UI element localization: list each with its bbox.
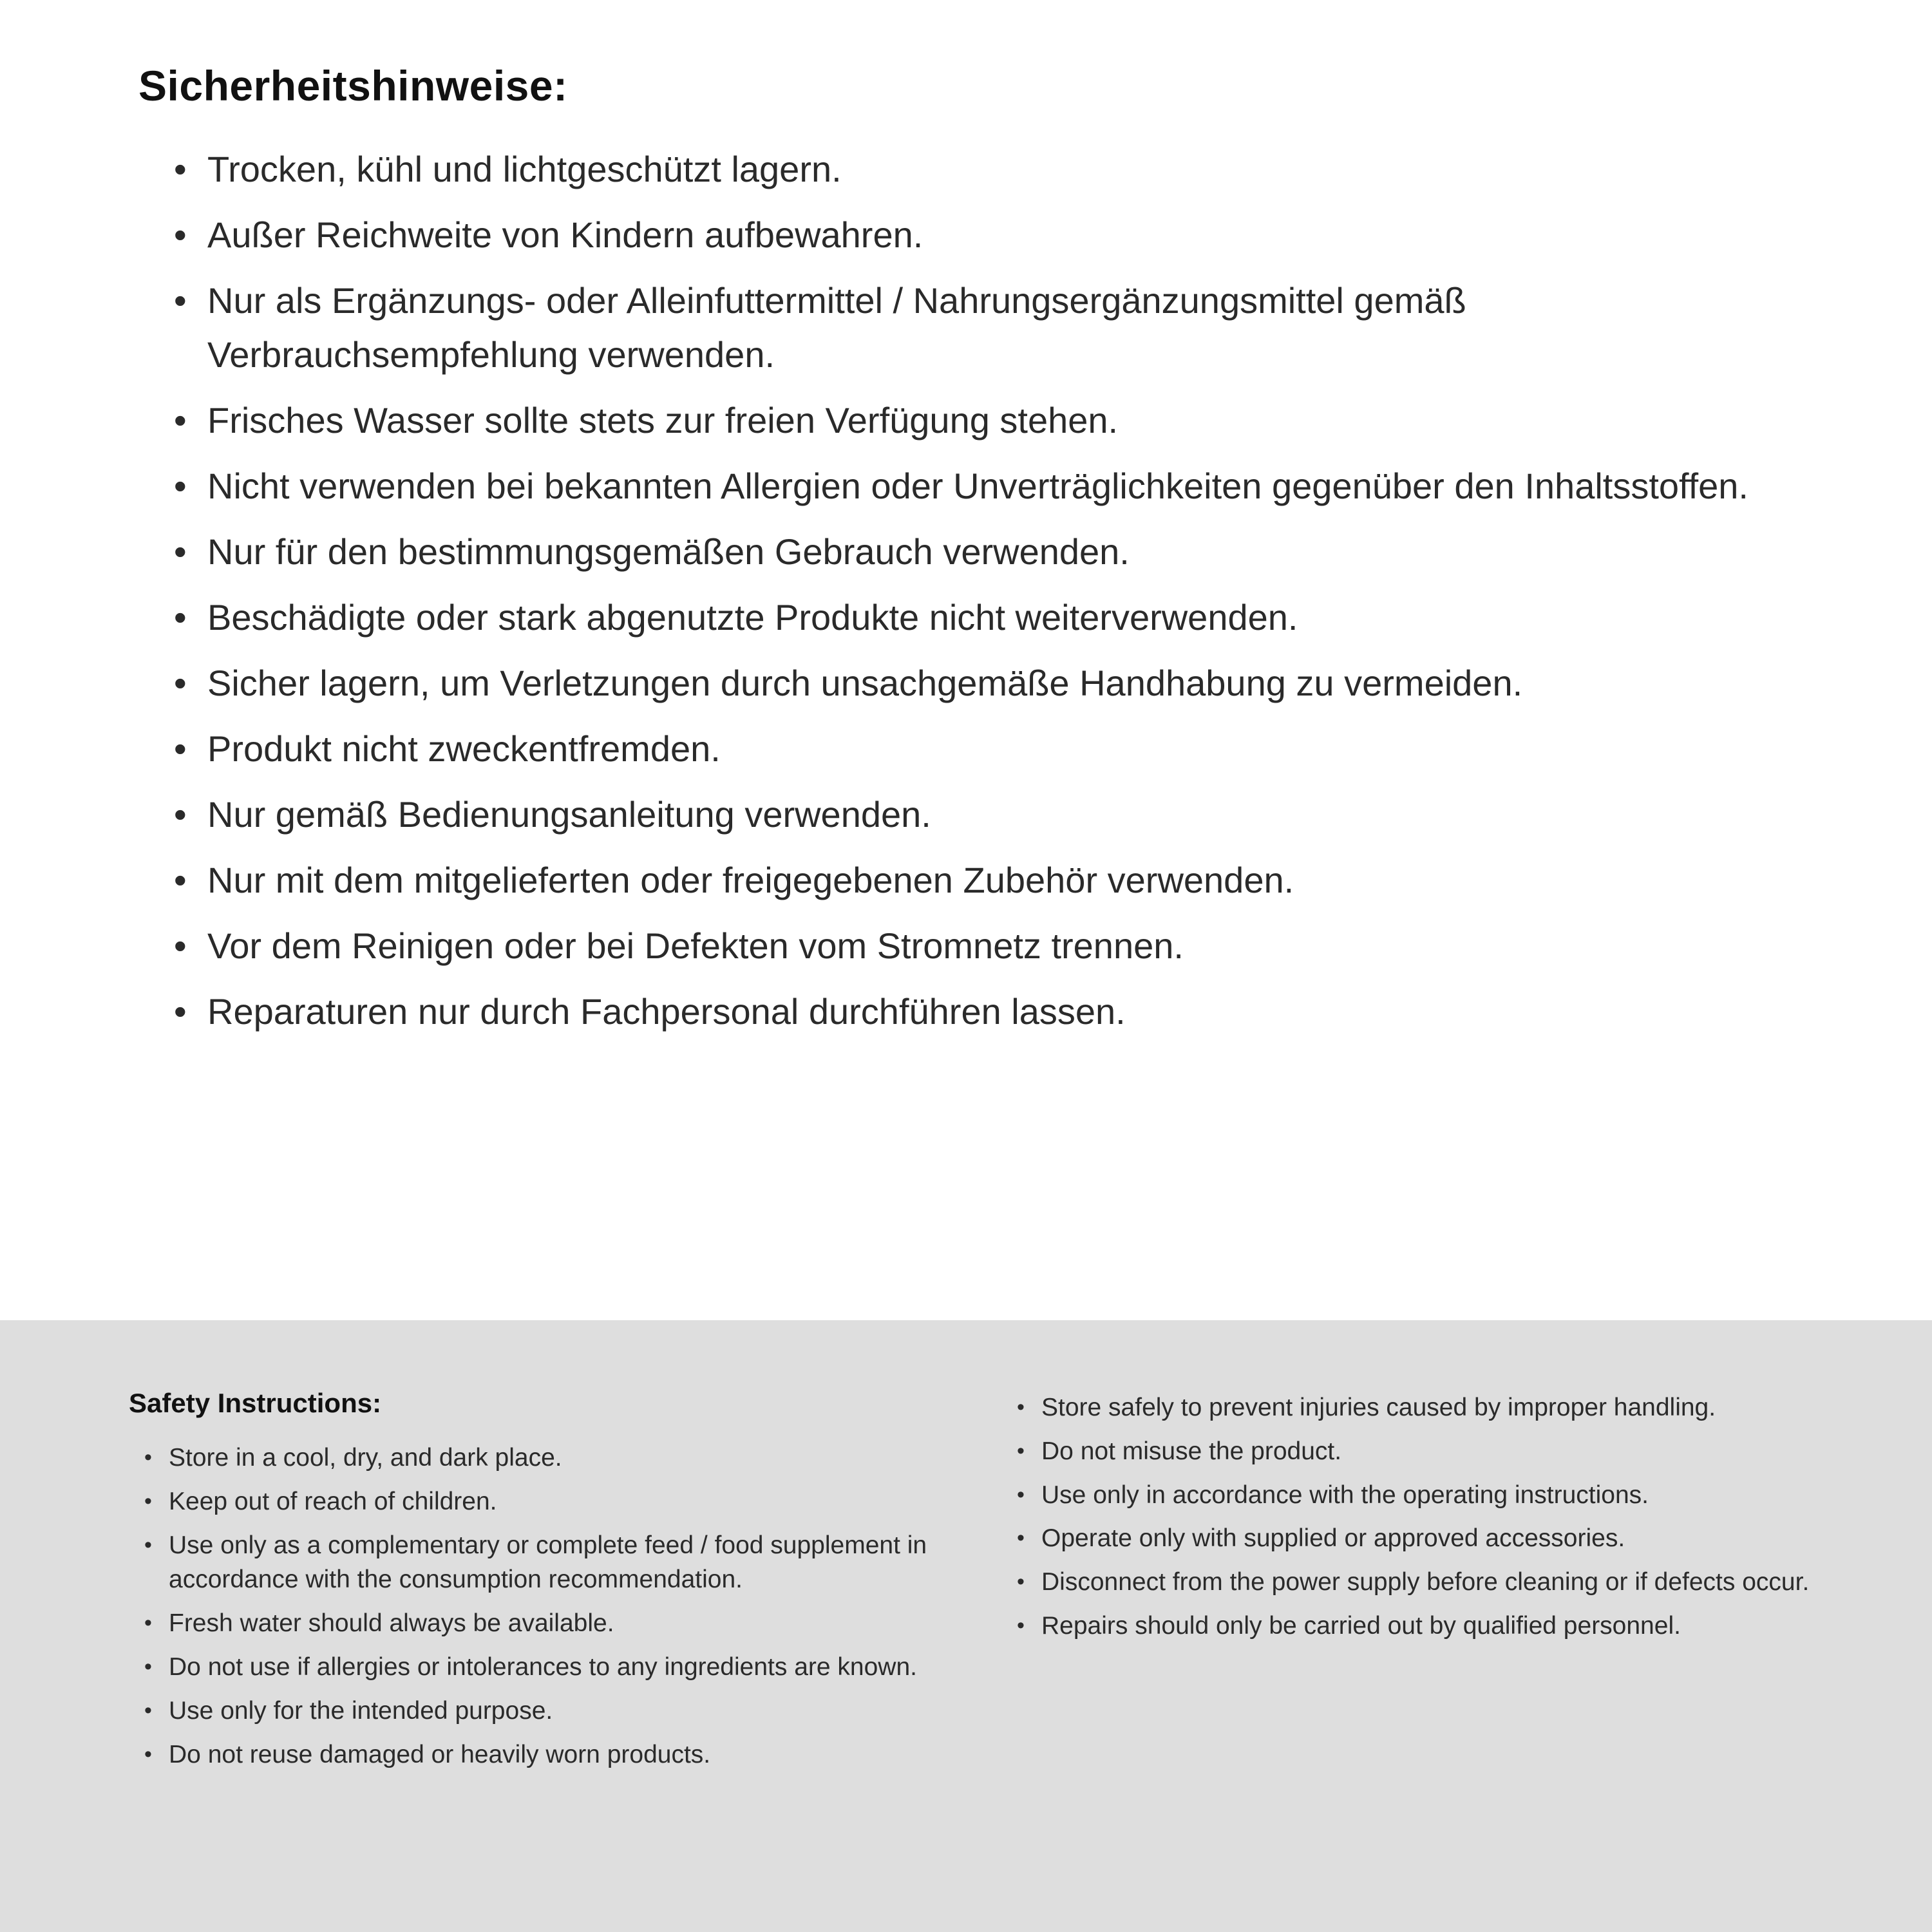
english-list-item: • Repairs should only be carried out by qualified personnel.: [1017, 1609, 1835, 1643]
german-list-item: • Beschädigte oder stark abgenutzte Produkte nicht weiterverwenden.: [174, 591, 1835, 645]
english-list-item: • Use only for the intended purpose.: [144, 1694, 963, 1728]
english-list-item: • Use only in accordance with the operating instructions.: [1017, 1478, 1835, 1513]
german-list-item: • Frisches Wasser sollte stets zur freien Verfügung stehen.: [174, 393, 1835, 448]
english-safety-list-left: [129, 1441, 963, 1772]
german-list-item: • Reparaturen nur durch Fachpersonal durchführen lassen.: [174, 985, 1835, 1039]
english-list-item: • Disconnect from the power supply before cleaning or if defects occur.: [1017, 1565, 1835, 1600]
english-list-item: • Fresh water should always be available.: [144, 1606, 963, 1641]
english-list-item: • Do not misuse the product.: [1017, 1434, 1835, 1469]
german-list-item: • Nur mit dem mitgelieferten oder freigegebenen Zubehör verwenden.: [174, 853, 1835, 907]
english-list-item: • Use only as a complementary or complete feed / food supplement in accordance with the consumption recommendation.: [144, 1528, 963, 1598]
english-list-item: • Operate only with supplied or approved accessories.: [1017, 1521, 1835, 1556]
english-list-item: • Keep out of reach of children.: [144, 1484, 963, 1519]
german-list-item: • Trocken, kühl und lichtgeschützt lagern.: [174, 142, 1835, 196]
german-list-item: • Nur gemäß Bedienungsanleitung verwenden.: [174, 788, 1835, 842]
english-list-item: • Store safely to prevent injuries caused by improper handling.: [1017, 1390, 1835, 1425]
english-safety-list-right: [1001, 1390, 1835, 1643]
german-list-item: • Sicher lagern, um Verletzungen durch unsachgemäße Handhabung zu vermeiden.: [174, 656, 1835, 710]
english-section-title: Safety Instructions:: [129, 1388, 382, 1418]
german-list-item: • Vor dem Reinigen oder bei Defekten vom Stromnetz trennen.: [174, 919, 1835, 973]
english-list-item: • Do not reuse damaged or heavily worn products.: [144, 1738, 963, 1772]
english-list-item: • Store in a cool, dry, and dark place.: [144, 1441, 963, 1475]
german-list-item: • Nur für den bestimmungsgemäßen Gebrauch verwenden.: [174, 525, 1835, 579]
english-list-item: • Do not use if allergies or intolerances to any ingredients are known.: [144, 1650, 963, 1685]
english-safety-section: [0, 1320, 1932, 1932]
german-list-item: • Außer Reichweite von Kindern aufbewahren.: [174, 208, 1835, 262]
english-right-column: [1001, 1388, 1835, 1893]
german-list-item: • Nur als Ergänzungs- oder Alleinfuttermittel / Nahrungsergänzungsmittel gemäß Verbrauchsempfehlung verwenden.: [174, 274, 1835, 382]
german-safety-list: [138, 142, 1835, 1039]
german-section-title: Sicherheitshinweise:: [138, 62, 568, 109]
german-list-item: • Produkt nicht zweckentfremden.: [174, 722, 1835, 776]
english-left-column: [129, 1388, 963, 1893]
german-list-item: • Nicht verwenden bei bekannten Allergien oder Unverträglichkeiten gegenüber den Inhaltsstoffen.: [174, 459, 1835, 513]
